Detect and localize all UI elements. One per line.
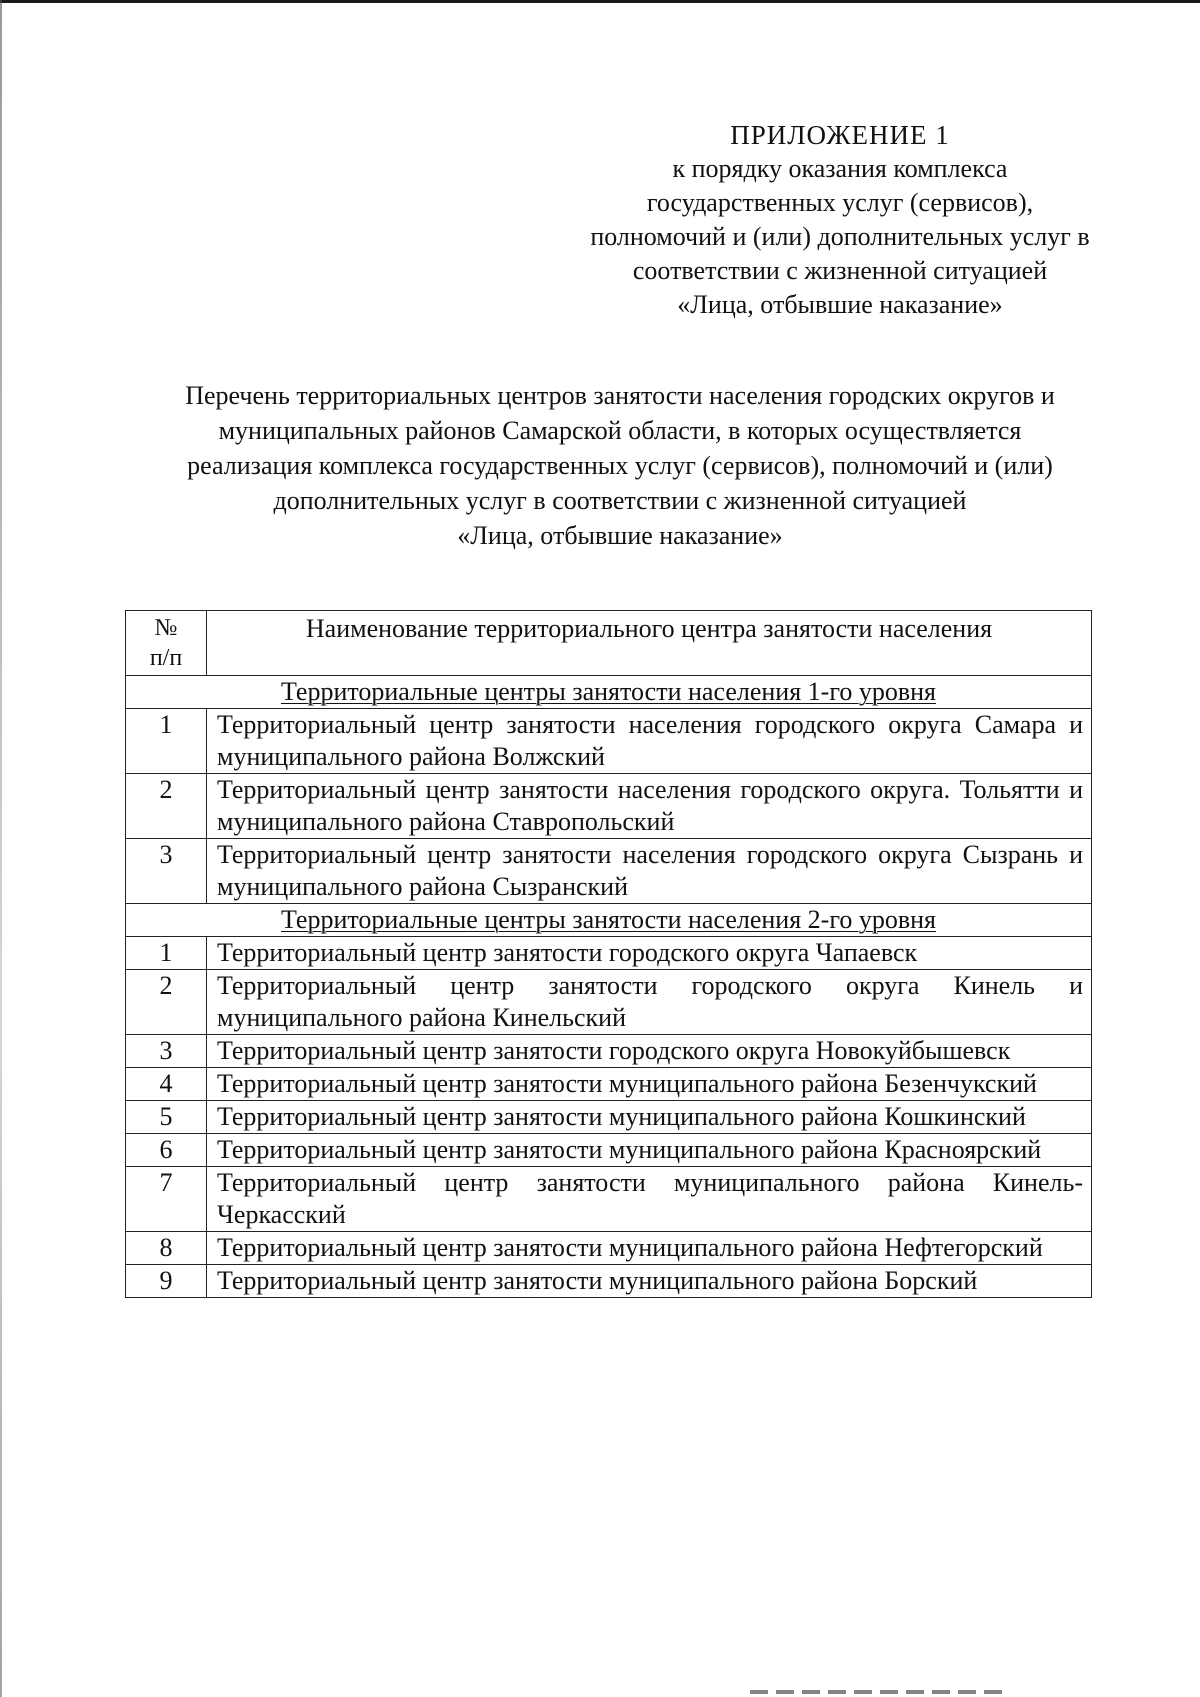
appendix-line: государственных услуг (сервисов), <box>646 188 1034 217</box>
row-number: 7 <box>126 1167 207 1232</box>
row-name: Территориальный центр занятости населения городского округа Сызрань и муниципального района Сызранский <box>207 839 1092 904</box>
row-number: 2 <box>126 970 207 1035</box>
table-header-row <box>126 611 1092 676</box>
table-row <box>126 1101 1092 1134</box>
row-name: Территориальный центр занятости городского округа Чапаевск <box>207 937 1092 970</box>
table-row <box>126 709 1092 774</box>
number-header-line2: п/п <box>149 645 183 671</box>
row-name: Территориальный центр занятости городского округа Новокуйбышевск <box>207 1035 1092 1068</box>
number-header-line1: № <box>154 615 178 641</box>
title-line: «Лица, отбывшие наказание» <box>457 521 783 550</box>
row-name: Территориальный центр занятости муниципального района Безенчукский <box>207 1068 1092 1101</box>
row-number: 5 <box>126 1101 207 1134</box>
row-name: Территориальный центр занятости муниципального района Красноярский <box>207 1134 1092 1167</box>
section-row-level-1 <box>126 676 1092 709</box>
row-number: 8 <box>126 1232 207 1265</box>
section-title-level-1: Территориальные центры занятости населения 1-го уровня <box>126 676 1092 709</box>
appendix-heading: ПРИЛОЖЕНИЕ 1 <box>730 120 950 150</box>
row-number: 6 <box>126 1134 207 1167</box>
section-title-level-2: Территориальные центры занятости населения 2-го уровня <box>126 904 1092 937</box>
document-title <box>130 378 1110 553</box>
table-row <box>126 774 1092 839</box>
row-number: 3 <box>126 839 207 904</box>
title-line: муниципальных районов Самарской области, в которых осуществляется <box>218 416 1022 445</box>
table-row <box>126 839 1092 904</box>
number-column-header <box>126 611 207 676</box>
scan-bottom-marks <box>750 1690 1010 1694</box>
table-row <box>126 937 1092 970</box>
table-row <box>126 1167 1092 1232</box>
title-line: Перечень территориальных центров занятости населения городских округов и <box>185 381 1055 410</box>
appendix-line: к порядку оказания комплекса <box>672 154 1008 183</box>
row-name: Территориальный центр занятости населения городского округа. Тольятти и муниципального района Ставропольский <box>207 774 1092 839</box>
row-name: Территориальный центр занятости муниципального района Нефтегорский <box>207 1232 1092 1265</box>
row-number: 3 <box>126 1035 207 1068</box>
name-column-header: Наименование территориального центра занятости населения <box>207 611 1092 676</box>
row-name: Территориальный центр занятости городского округа Кинель и муниципального района Кинельский <box>207 970 1092 1035</box>
row-number: 1 <box>126 937 207 970</box>
row-name: Территориальный центр занятости муниципального района Кошкинский <box>207 1101 1092 1134</box>
scan-top-edge <box>0 0 1200 3</box>
title-line: дополнительных услуг в соответствии с жизненной ситуацией <box>273 486 967 515</box>
title-line: реализация комплекса государственных услуг (сервисов), полномочий и (или) <box>187 451 1053 480</box>
row-name: Территориальный центр занятости населения городского округа Самара и муниципального района Волжский <box>207 709 1092 774</box>
table-row <box>126 1035 1092 1068</box>
row-name: Территориальный центр занятости муниципального района Кинель-Черкасский <box>207 1167 1092 1232</box>
table-row <box>126 1134 1092 1167</box>
section-row-level-2 <box>126 904 1092 937</box>
centers-table <box>125 610 1092 1298</box>
appendix-line: полномочий и (или) дополнительных услуг в <box>590 222 1090 251</box>
appendix-line: «Лица, отбывшие наказание» <box>677 290 1003 319</box>
table-row <box>126 1265 1092 1298</box>
row-number: 9 <box>126 1265 207 1298</box>
appendix-header <box>560 118 1120 322</box>
row-number: 4 <box>126 1068 207 1101</box>
table-row <box>126 1068 1092 1101</box>
row-number: 2 <box>126 774 207 839</box>
table-row <box>126 970 1092 1035</box>
row-number: 1 <box>126 709 207 774</box>
row-name: Территориальный центр занятости муниципального района Борский <box>207 1265 1092 1298</box>
scan-left-edge <box>0 0 2 1697</box>
table-row <box>126 1232 1092 1265</box>
appendix-line: соответствии с жизненной ситуацией <box>632 256 1048 285</box>
